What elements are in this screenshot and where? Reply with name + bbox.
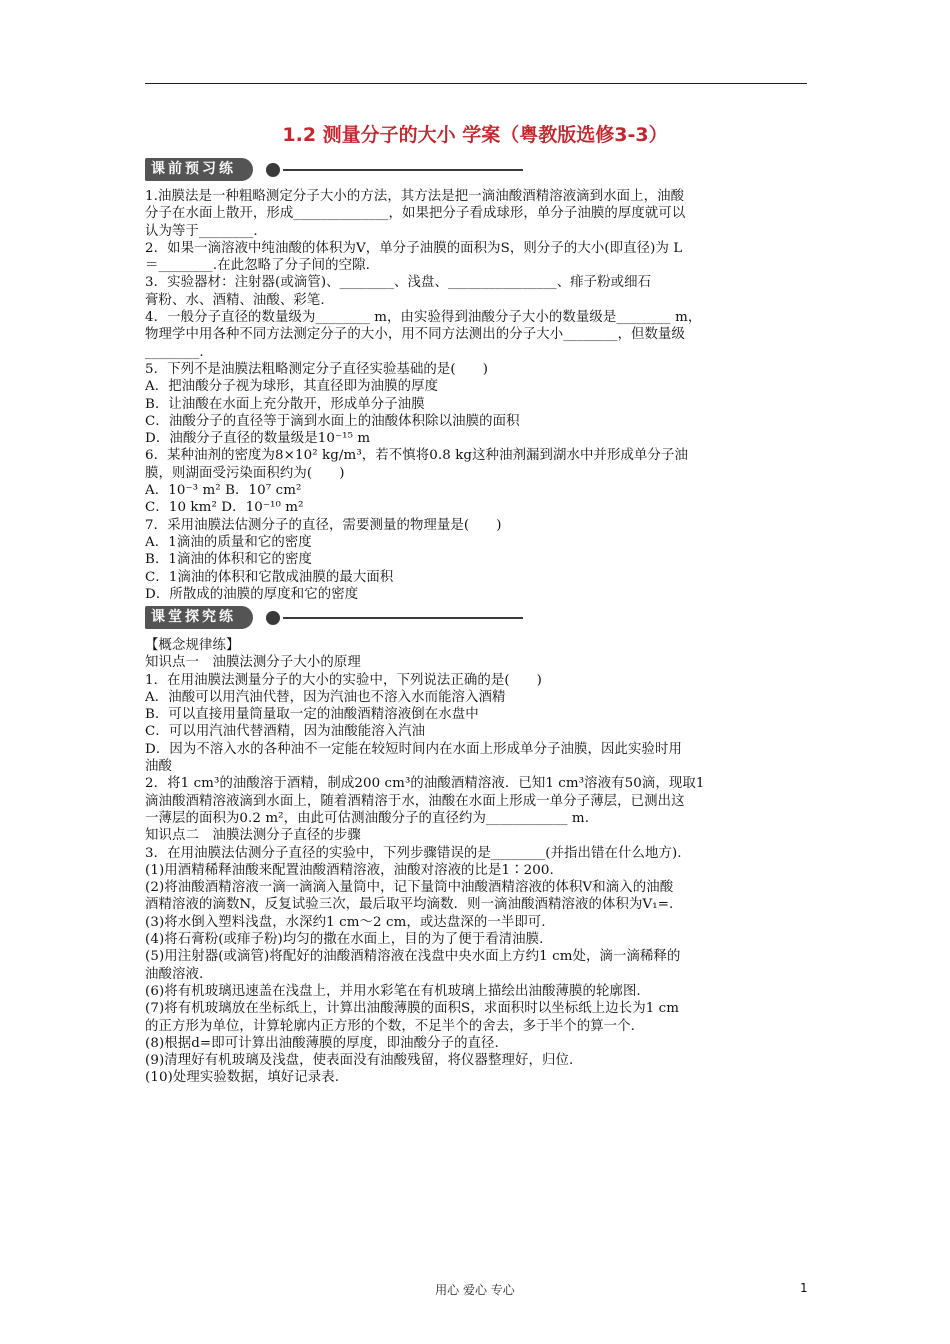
section-dot — [266, 163, 280, 177]
text-line: 油酸 — [145, 759, 172, 775]
text-line: (8)根据d=即可计算出油酸薄膜的厚度，即油酸分子的直径. — [145, 1035, 499, 1051]
text-line: 酒精溶液的滴数N，反复试验三次，最后取平均滴数．则一滴油酸酒精溶液的体积为V₁=. — [145, 897, 674, 913]
section-header-classroom — [145, 606, 525, 630]
section-line — [283, 169, 523, 171]
text-line: (7)将有机玻璃放在坐标纸上，计算出油酸薄膜的面积S，求面积时以坐标纸上边长为1 cm — [145, 1001, 680, 1017]
text-line: 3．实验器材：注射器(或滴管)、________、浅盘、________________、痱子粉或细石 — [145, 275, 652, 291]
text-line: 知识点二 油膜法测分子直径的步骤 — [145, 828, 361, 844]
text-line: (3)将水倒入塑料浅盘，水深约1 cm～2 cm，或达盘深的一半即可. — [145, 914, 546, 930]
section-dot — [266, 611, 280, 625]
text-line: 膏粉、水、酒精、油酸、彩笔. — [145, 292, 325, 308]
text-line: (1)用酒精稀释油酸来配置油酸酒精溶液，油酸对溶液的比是1∶200. — [145, 862, 554, 878]
text-line: A．油酸可以用汽油代替，因为汽油也不溶入水而能溶入酒精 — [145, 689, 506, 705]
text-line: 膜，则湖面受污染面积约为( ) — [145, 465, 345, 481]
text-line: (5)用注射器(或滴管)将配好的油酸酒精溶液在浅盘中央水面上方约1 cm处，滴一滴稀释的 — [145, 949, 681, 965]
text-line: 2．如果一滴溶液中纯油酸的体积为V，单分子油膜的面积为S，则分子的大小(即直径)为 L — [145, 240, 683, 256]
footer-slogan: 用心 爱心 专心 — [435, 1283, 515, 1297]
text-line: ________. — [145, 344, 204, 360]
text-line: (4)将石膏粉(或痱子粉)均匀的撒在水面上，目的为了便于看清油膜. — [145, 932, 544, 948]
text-line: 1.油膜法是一种粗略测定分子大小的方法，其方法是把一滴油酸酒精溶液滴到水面上，油酸 — [145, 189, 685, 204]
text-line: B．1滴油的体积和它的密度 — [145, 552, 312, 568]
header-rule — [145, 83, 807, 84]
section-label: 课堂探究练 — [151, 609, 236, 625]
text-line: D．因为不溶入水的各种油不一定能在较短时间内在水面上形成单分子油膜，因此实验时用 — [145, 741, 682, 757]
text-line: C．10 km² D．10⁻¹⁰ m² — [145, 500, 304, 516]
text-line: D．油酸分子直径的数量级是10⁻¹⁵ m — [145, 431, 371, 447]
section-pill — [145, 158, 253, 181]
text-line: 知识点一 油膜法测分子大小的原理 — [145, 655, 361, 671]
text-line: (10)处理实验数据，填好记录表. — [145, 1070, 340, 1086]
text-line: 1．在用油膜法测量分子的大小的实验中，下列说法正确的是( ) — [145, 672, 543, 688]
text-line: 分子在水面上散开，形成______________，如果把分子看成球形，单分子油膜的厚度就可以 — [145, 206, 686, 222]
text-line: B．可以直接用量筒量取一定的油酸酒精溶液倒在水盘中 — [145, 707, 479, 723]
section-header-preview — [145, 158, 525, 182]
section-classroom-content — [145, 637, 809, 1087]
text-line: 认为等于________. — [145, 223, 258, 239]
text-line: (9)清理好有机玻璃及浅盘，使表面没有油酸残留，将仪器整理好，归位. — [145, 1053, 574, 1069]
text-line: 2．将1 cm³的油酸溶于酒精，制成200 cm³的油酸酒精溶液．已知1 cm³溶液有50滴，现取1 — [145, 776, 705, 792]
page-title: 1.2 测量分子的大小 学案（粤教版选修3-3） — [282, 124, 668, 146]
text-line: 6．某种油剂的密度为8×10² kg/m³，若不慎将0.8 kg这种油剂漏到湖水中并形成单分子油 — [145, 448, 688, 464]
text-line: 【概念规律练】 — [145, 638, 240, 653]
text-line: 3．在用油膜法估测分子直径的实验中，下列步骤错误的是________(并指出错在什么地方). — [145, 845, 682, 861]
text-line: 4．一般分子直径的数量级为________ m，由实验得到油酸分子大小的数量级是________ m， — [145, 310, 702, 326]
section-preview-content — [145, 188, 809, 603]
text-line: 的正方形为单位，计算轮廓内正方形的个数，不足半个的舍去，多于半个的算一个. — [145, 1018, 636, 1034]
text-line: 油酸溶液. — [145, 966, 204, 982]
section-pill — [145, 606, 253, 629]
text-line: 7．采用油膜法估测分子的直径，需要测量的物理量是( ) — [145, 517, 502, 533]
text-line: C．1滴油的体积和它散成油膜的最大面积 — [145, 569, 394, 585]
text-line: A．1滴油的质量和它的密度 — [145, 534, 312, 550]
text-line: C．可以用汽油代替酒精，因为油酸能溶入汽油 — [145, 724, 426, 740]
text-line: C．油酸分子的直径等于滴到水面上的油酸体积除以油膜的面积 — [145, 413, 520, 429]
section-label: 课前预习练 — [151, 161, 236, 177]
text-line: A．10⁻³ m² B．10⁷ cm² — [145, 483, 302, 499]
text-line: 滴油酸酒精溶液滴到水面上，随着酒精溶于水，油酸在水面上形成一单分子薄层，已测出这 — [145, 793, 685, 809]
page-number: 1 — [800, 1281, 808, 1295]
text-line: 物理学中用各种不同方法测定分子的大小，用不同方法测出的分子大小________，但数量级 — [145, 327, 686, 343]
text-line: (6)将有机玻璃迅速盖在浅盘上，并用水彩笔在有机玻璃上描绘出油酸薄膜的轮廓图. — [145, 983, 641, 999]
text-line: A．把油酸分子视为球形，其直径即为油膜的厚度 — [145, 379, 439, 395]
text-line: D．所散成的油膜的厚度和它的密度 — [145, 586, 359, 602]
section-line — [283, 617, 523, 619]
text-line: 5．下列不是油膜法粗略测定分子直径实验基础的是( ) — [145, 361, 489, 377]
text-line: (2)将油酸酒精溶液一滴一滴滴入量筒中，记下量筒中油酸酒精溶液的体积V和滴入的油酸 — [145, 880, 674, 896]
text-line: ＝________.在此忽略了分子间的空隙. — [145, 258, 370, 274]
text-line: 一薄层的面积为0.2 m²，由此可估测油酸分子的直径约为____________ m. — [145, 810, 590, 826]
text-line: B．让油酸在水面上充分散开，形成单分子油膜 — [145, 396, 425, 412]
